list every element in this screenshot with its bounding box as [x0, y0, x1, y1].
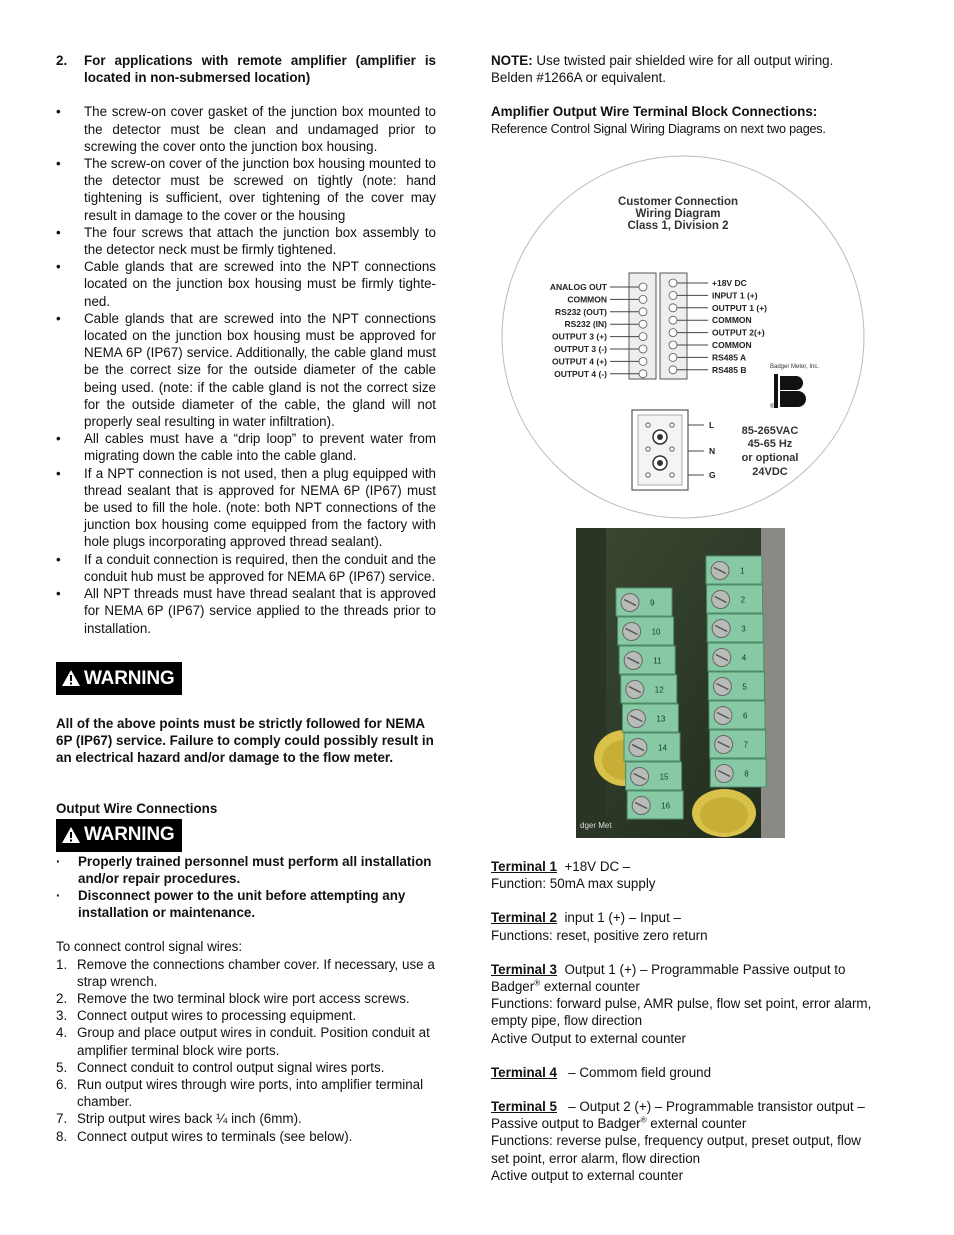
- terminal-left-block: [626, 762, 682, 790]
- terminal-screw: [639, 283, 647, 291]
- terminal-screw: [639, 295, 647, 303]
- left-terminal-label: OUTPUT 4 (-): [554, 368, 607, 379]
- right-terminal-label: OUTPUT 2(+): [712, 327, 765, 338]
- terminal-function: Active output to external counter: [491, 1167, 684, 1183]
- list-item: • The four screws that attach the junction box assembly to the detector neck must be firmly tightened.: [56, 224, 436, 258]
- terminal-right-block: [708, 643, 764, 671]
- terminal-left-block: [618, 617, 674, 645]
- terminal-label: Terminal 2: [491, 910, 557, 926]
- terminal-screw: [639, 370, 647, 378]
- right-terminal-label: COMMON: [712, 340, 752, 350]
- warning-label: WARNING: [84, 824, 175, 846]
- diagram-title-3: Class 1, Division 2: [627, 220, 729, 232]
- requirements-list: [56, 103, 436, 636]
- steps-intro: To connect control signal wires:: [56, 939, 243, 955]
- terminal-block-photo: [576, 528, 785, 838]
- left-terminal-label: OUTPUT 4 (+): [551, 356, 607, 367]
- note-text: Use twisted pair shielded wire for all output wiring. Belden #1266A or equivalent.: [491, 53, 834, 86]
- list-item: • If a conduit connection is required, then the conduit and the conduit hub must be approved for NEMA 6P (IP67) service.: [56, 551, 436, 585]
- terminal-right-block: [708, 672, 764, 700]
- terminal-function: Functions: forward pulse, AMR pulse, flow set point, error alarm, empty pipe, flow direction: [491, 996, 872, 1029]
- terminal-left-block: [621, 675, 677, 703]
- list-item: 7. Strip output wires back ¼ inch (6mm).: [56, 1111, 302, 1127]
- left-terminal-label: OUTPUT 3 (+): [551, 331, 607, 342]
- terminal-number: 5: [742, 682, 747, 692]
- left-terminal-label: ANALOG OUT: [549, 282, 607, 292]
- terminal-screw: [669, 316, 677, 324]
- terminal-right-block: [707, 614, 763, 642]
- terminal-heading: – Output 2 (+) – Programmable transistor output – Passive output to Badger: [491, 1099, 865, 1132]
- section-2-heading: [56, 52, 436, 86]
- list-item: 3. Connect output wires to processing equipment.: [56, 1008, 357, 1024]
- section-number: 2.: [56, 53, 68, 68]
- terminal-right-block: [707, 585, 763, 613]
- terminal-function: Functions: reverse pulse, frequency output, preset output, flow set point, error alarm, flow direction: [491, 1133, 861, 1166]
- terminal-function: Active Output to external counter: [491, 1030, 687, 1046]
- warning-triangle-icon: [61, 826, 81, 844]
- section-title: For applications with remote amplifier (amplifier is located in non-submersed location): [84, 53, 436, 86]
- list-item: • All NPT threads must have thread sealant that is approved for NEMA 6P (IP67) service applied to the threads prior to installation.: [56, 585, 436, 637]
- terminal-label: Terminal 3: [491, 961, 557, 977]
- terminal-heading-tail: external counter: [646, 1116, 747, 1132]
- terminal-screw: [669, 304, 677, 312]
- diagram-title-1: Customer Connection: [617, 196, 739, 208]
- list-item: 2. Remove the two terminal block wire port access screws.: [56, 990, 410, 1006]
- terminal-3: [491, 961, 876, 1047]
- terminal-screw: [669, 353, 677, 361]
- list-item: 1. Remove the connections chamber cover. If necessary, use a strap wrench.: [56, 956, 435, 989]
- list-item: 4. Group and place output wires in conduit. Position conduit at amplifier terminal block wire ports.: [56, 1025, 430, 1058]
- warning-triangle-icon: [61, 669, 81, 687]
- power-spec-3: or optional: [741, 452, 799, 464]
- terminal-label: Terminal 1: [491, 859, 557, 874]
- right-terminal-label: RS485 B: [712, 364, 747, 375]
- amplifier-heading: Amplifier Output Wire Terminal Block Connections:: [491, 104, 818, 120]
- list-item: 8. Connect output wires to terminals (see below).: [56, 1128, 353, 1144]
- power-spec-2: 45-65 Hz: [747, 438, 793, 450]
- note: [491, 52, 876, 86]
- list-item: • The screw-on cover of the junction box housing mounted to the detector must be screwed on tightly (note: hand tightening is sufficient, over tightening of the cover may result in damage to the cover or the housing: [56, 155, 436, 224]
- wiring-diagram: [498, 155, 868, 520]
- right-terminal-label: RS485 A: [712, 352, 747, 363]
- left-terminal-label: COMMON: [567, 294, 607, 305]
- list-item: · Disconnect power to the unit before attempting any installation or maintenance.: [56, 887, 436, 921]
- warning-list: [56, 853, 436, 922]
- terminal-screw: [669, 279, 677, 287]
- left-column: [56, 52, 436, 1145]
- terminal-descriptions: [491, 858, 876, 1184]
- terminal-screw: [639, 308, 647, 316]
- terminal-heading: +18V DC –: [564, 859, 631, 874]
- warning-label: WARNING: [84, 667, 175, 689]
- note-label: NOTE:: [491, 53, 533, 68]
- left-terminal-label: RS232 (IN): [564, 319, 607, 330]
- terminal-heading: – Commom field ground: [568, 1064, 712, 1080]
- list-item: · Properly trained personnel must perform all installation and/or repair procedures.: [56, 853, 436, 887]
- left-terminal-label: OUTPUT 3 (-): [554, 344, 607, 354]
- terminal-number: 14: [658, 743, 667, 753]
- terminal-number: 11: [653, 656, 662, 666]
- terminal-label: Terminal 4: [491, 1064, 557, 1080]
- diagram-title-2: Wiring Diagram: [635, 208, 721, 220]
- terminal-left-block: [619, 646, 675, 674]
- svg-text:®: ®: [770, 404, 775, 410]
- registered-mark: ®: [640, 1115, 647, 1125]
- terminal-right-block: [706, 556, 762, 584]
- terminal-number: 1: [740, 566, 745, 576]
- left-terminal-label: RS232 (OUT): [555, 306, 607, 317]
- terminal-left-block: [627, 791, 683, 819]
- terminal-number: 7: [743, 740, 749, 750]
- terminal-4: [491, 1064, 876, 1081]
- right-terminal-label: OUTPUT 1 (+): [712, 302, 768, 313]
- terminal-screw: [669, 341, 677, 349]
- terminal-screw: [669, 329, 677, 337]
- terminal-function: Function: 50mA max supply: [491, 876, 656, 892]
- terminal-5: [491, 1098, 876, 1184]
- photo-board-text: dger Met: [580, 821, 612, 830]
- terminal-number: 12: [654, 685, 664, 695]
- terminal-heading: Output 1 (+) – Programmable Passive output to Badger: [491, 961, 846, 995]
- terminal-number: 4: [741, 653, 747, 663]
- amplifier-subheading: Reference Control Signal Wiring Diagrams on next two pages.: [491, 121, 826, 136]
- terminal-number: 9: [650, 598, 655, 608]
- brand-name: Badger Meter, Inc.: [770, 364, 820, 370]
- terminal-number: 6: [743, 711, 748, 721]
- right-terminal-label: +18V DC: [712, 278, 747, 288]
- terminal-heading: input 1 (+) – Input –: [564, 910, 681, 926]
- terminal-number: 8: [744, 769, 749, 779]
- terminal-number: 15: [659, 772, 669, 782]
- registered-mark: ®: [534, 978, 541, 988]
- power-letter-g: G: [709, 470, 716, 480]
- steps-list: [56, 956, 436, 1145]
- right-terminal-label: COMMON: [712, 315, 752, 326]
- warning-banner-2: [56, 819, 182, 852]
- power-spec-4: 24VDC: [752, 466, 788, 478]
- terminal-screw: [669, 366, 677, 374]
- terminal-number: 2: [740, 595, 746, 605]
- list-item: • Cable glands that are screwed into the NPT connections located on the junction box housing must be firmly tighte-ned.: [56, 258, 436, 310]
- right-column: [491, 52, 876, 138]
- right-terminal-label: INPUT 1 (+): [712, 290, 758, 301]
- terminal-screw: [639, 345, 647, 353]
- terminal-screw: [669, 291, 677, 299]
- terminal-left-block: [622, 704, 678, 732]
- list-item: • If a NPT connection is not used, then a plug equipped with thread sealant that is approved for NEMA 6P (IP67) must be used to fill the hole. (note: both NPT connections of the junction box housing come equipped from the factory with hole plugs incorporating approved thread sealant).: [56, 465, 436, 551]
- terminal-2: [491, 909, 876, 943]
- terminal-number: 10: [651, 627, 661, 637]
- terminal-left-block: [616, 588, 672, 616]
- terminal-function: Functions: reset, positive zero return: [491, 927, 708, 943]
- terminal-screw: [639, 333, 647, 341]
- list-item: • Cable glands that are screwed into the NPT connections located on the junction box housing must be approved for NEMA 6P (IP67) service. Additionally, the cable gland must be the correct size for the outside diameter of the cable being used. (note: if the cable gland is not the correct size for the outside diameter of the cable, the gland will not properly seal resulting in water infiltration).: [56, 310, 436, 430]
- warning-banner: [56, 662, 182, 695]
- terminal-1: [491, 858, 876, 892]
- terminal-heading-tail: external counter: [540, 979, 640, 995]
- warning-text: All of the above points must be strictly followed for NEMA 6P (IP67) service. Failure to comply could possibly result in an electrical hazard and/or damage to the flow meter.: [56, 715, 434, 766]
- power-letter-l: L: [709, 420, 715, 430]
- terminal-left-block: [624, 733, 680, 761]
- list-item: 5. Connect conduit to control output signal wires ports.: [56, 1059, 385, 1075]
- output-wire-heading: Output Wire Connections: [56, 801, 218, 817]
- terminal-number: 16: [661, 801, 671, 811]
- terminal-label: Terminal 5: [491, 1099, 557, 1115]
- terminal-number: 3: [741, 624, 746, 634]
- terminal-right-block: [710, 759, 766, 787]
- terminal-right-block: [709, 701, 765, 729]
- terminal-screw: [639, 357, 647, 365]
- list-item: • The screw-on cover gasket of the junction box mounted to the detector must be clean and undamaged prior to screwing the cover onto the junction box housing.: [56, 103, 436, 155]
- power-letter-n: N: [709, 446, 716, 456]
- terminal-screw: [639, 320, 647, 328]
- list-item: • All cables must have a “drip loop” to prevent water from migrating down the cable into the cable gland.: [56, 430, 436, 464]
- terminal-right-block: [710, 730, 766, 758]
- terminal-number: 13: [656, 714, 666, 724]
- list-item: 6. Run output wires through wire ports, into amplifier terminal chamber.: [56, 1076, 424, 1110]
- power-spec-1: 85-265VAC: [741, 425, 799, 437]
